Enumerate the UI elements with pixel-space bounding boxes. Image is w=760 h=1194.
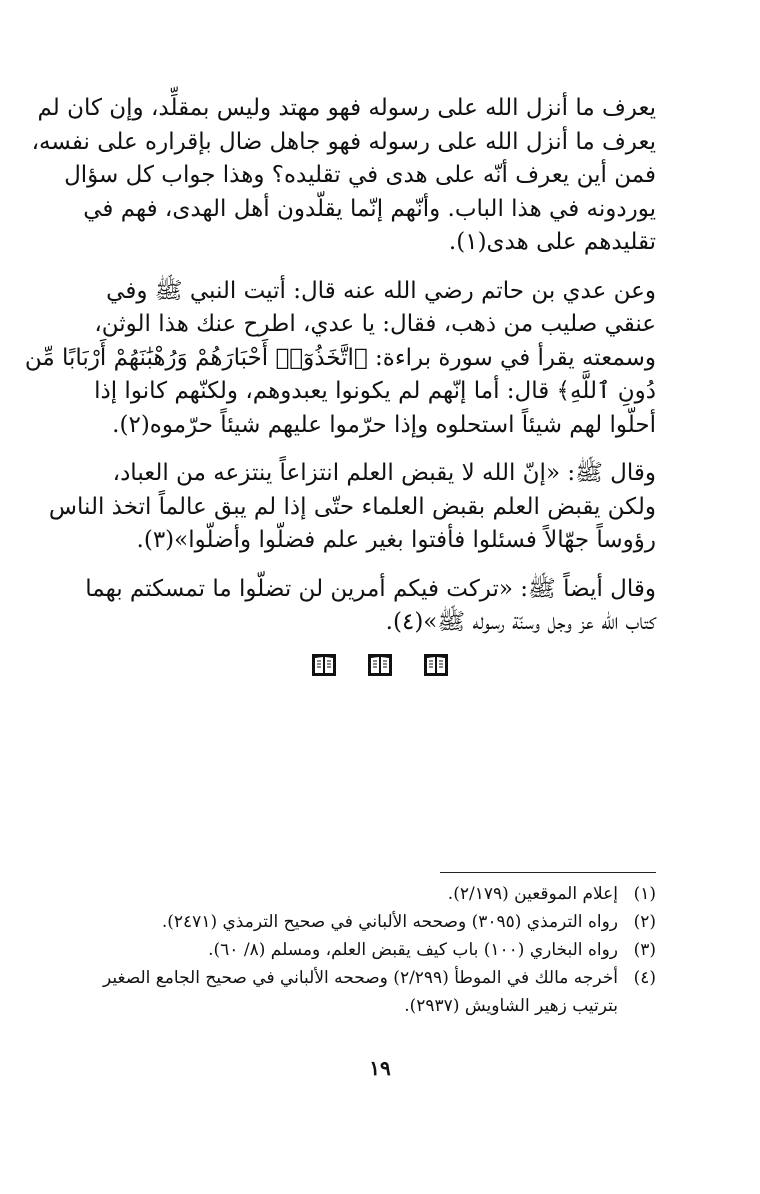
footnote-text: أخرجه مالك في الموطأ (٢/٢٩٩) وصححه الألباني في صحيح الجامع الصغير — [102, 968, 618, 988]
book-icon — [311, 652, 337, 678]
text-line: فمن أين يعرف أنّه على هدى في تقليده؟ وهذا جواب كل سؤال — [64, 162, 656, 188]
paragraph-1 — [31, 92, 656, 260]
footnote-number: (٤) — [633, 968, 656, 988]
paragraph-4 — [85, 573, 656, 640]
main-text — [24, 92, 656, 640]
footnote-number: (٢) — [633, 912, 656, 932]
footnote-4 — [100, 964, 656, 992]
footnote-text: رواه البخاري (١٠٠) باب كيف يقبض العلم، ومسلم (٨/ ٦٠). — [208, 940, 618, 960]
footnotes — [100, 880, 656, 1020]
page-number: ١٩ — [369, 1056, 391, 1080]
footnote-continuation: بترتيب زهير الشاويش (٢٩٣٧). — [404, 996, 618, 1016]
text-line: ولكن يقبض العلم بقبض العلماء حتّى إذا لم يبق عالماً اتخذ الناس — [48, 493, 656, 520]
footnote-text: إعلام الموقعين (٢/١٧٩). — [447, 884, 618, 904]
footnote-1 — [100, 880, 656, 908]
footnote-2 — [100, 908, 656, 936]
text-line: يعرف ما أنزل الله على رسوله فهو جاهل ضال بإقراره على نفسه، — [31, 128, 656, 155]
text-line: عنقي صليب من ذهب، فقال: يا عدي، اطرح عنك هذا الوثن، — [94, 311, 656, 337]
paragraph-2 — [24, 275, 656, 443]
text-line: يوردونه في هذا الباب. وأنّهم إنّما يقلّدون أهل الهدى، فهم في — [83, 195, 656, 222]
footnote-number: (٣) — [633, 940, 656, 960]
text-line: يعرف ما أنزل الله على رسوله فهو مهتد وليس بمقلِّد، وإن كان لم — [37, 95, 656, 121]
section-divider-ornaments — [0, 652, 760, 678]
text-line: رؤوساً جهّالاً فسئلوا فأفتوا بغير علم فضلّوا وأضلّوا»(٣). — [136, 527, 656, 553]
text-line: وسمعته يقرأ في سورة براءة: ﴿اتَّخَذُوٓا۟ أَحْبَارَهُمْ وَرُهْبَٰنَهُمْ أَرْبَابًا مِّن — [24, 344, 656, 371]
book-icon — [367, 652, 393, 678]
footnote-text: رواه الترمذي (٣٠٩٥) وصححه الألباني في صحيح الترمذي (٢٤٧١). — [161, 912, 618, 932]
book-icon — [423, 652, 449, 678]
text-line: تقليدهم على هدى(١). — [448, 229, 656, 255]
footnote-3 — [100, 936, 656, 964]
paragraph-3 — [48, 457, 656, 558]
text-line: كتاب الله عز وجل وسنّة رسوله ﷺ»(٤). — [385, 609, 656, 635]
text-line: دُونِ ٱللَّهِ﴾ قال: أما إنّهم لم يكونوا يعبدوهم، ولكنّهم كانوا إذا — [94, 378, 656, 404]
text-line: وعن عدي بن حاتم رضي الله عنه قال: أتيت النبي ﷺ وفي — [106, 277, 656, 304]
text-line: وقال أيضاً ﷺ: «تركت فيكم أمرين لن تضلّوا ما تمسكتم بهما — [85, 575, 656, 602]
footnote-separator — [440, 872, 656, 873]
footnote-number: (١) — [633, 884, 656, 904]
text-line: أحلّوا لهم شيئاً استحلوه وإذا حرّموا عليهم شيئاً حرّموه(٢). — [112, 411, 656, 438]
text-line: وقال ﷺ: «إنّ الله لا يقبض العلم انتزاعاً ينتزعه من العباد، — [112, 460, 656, 486]
